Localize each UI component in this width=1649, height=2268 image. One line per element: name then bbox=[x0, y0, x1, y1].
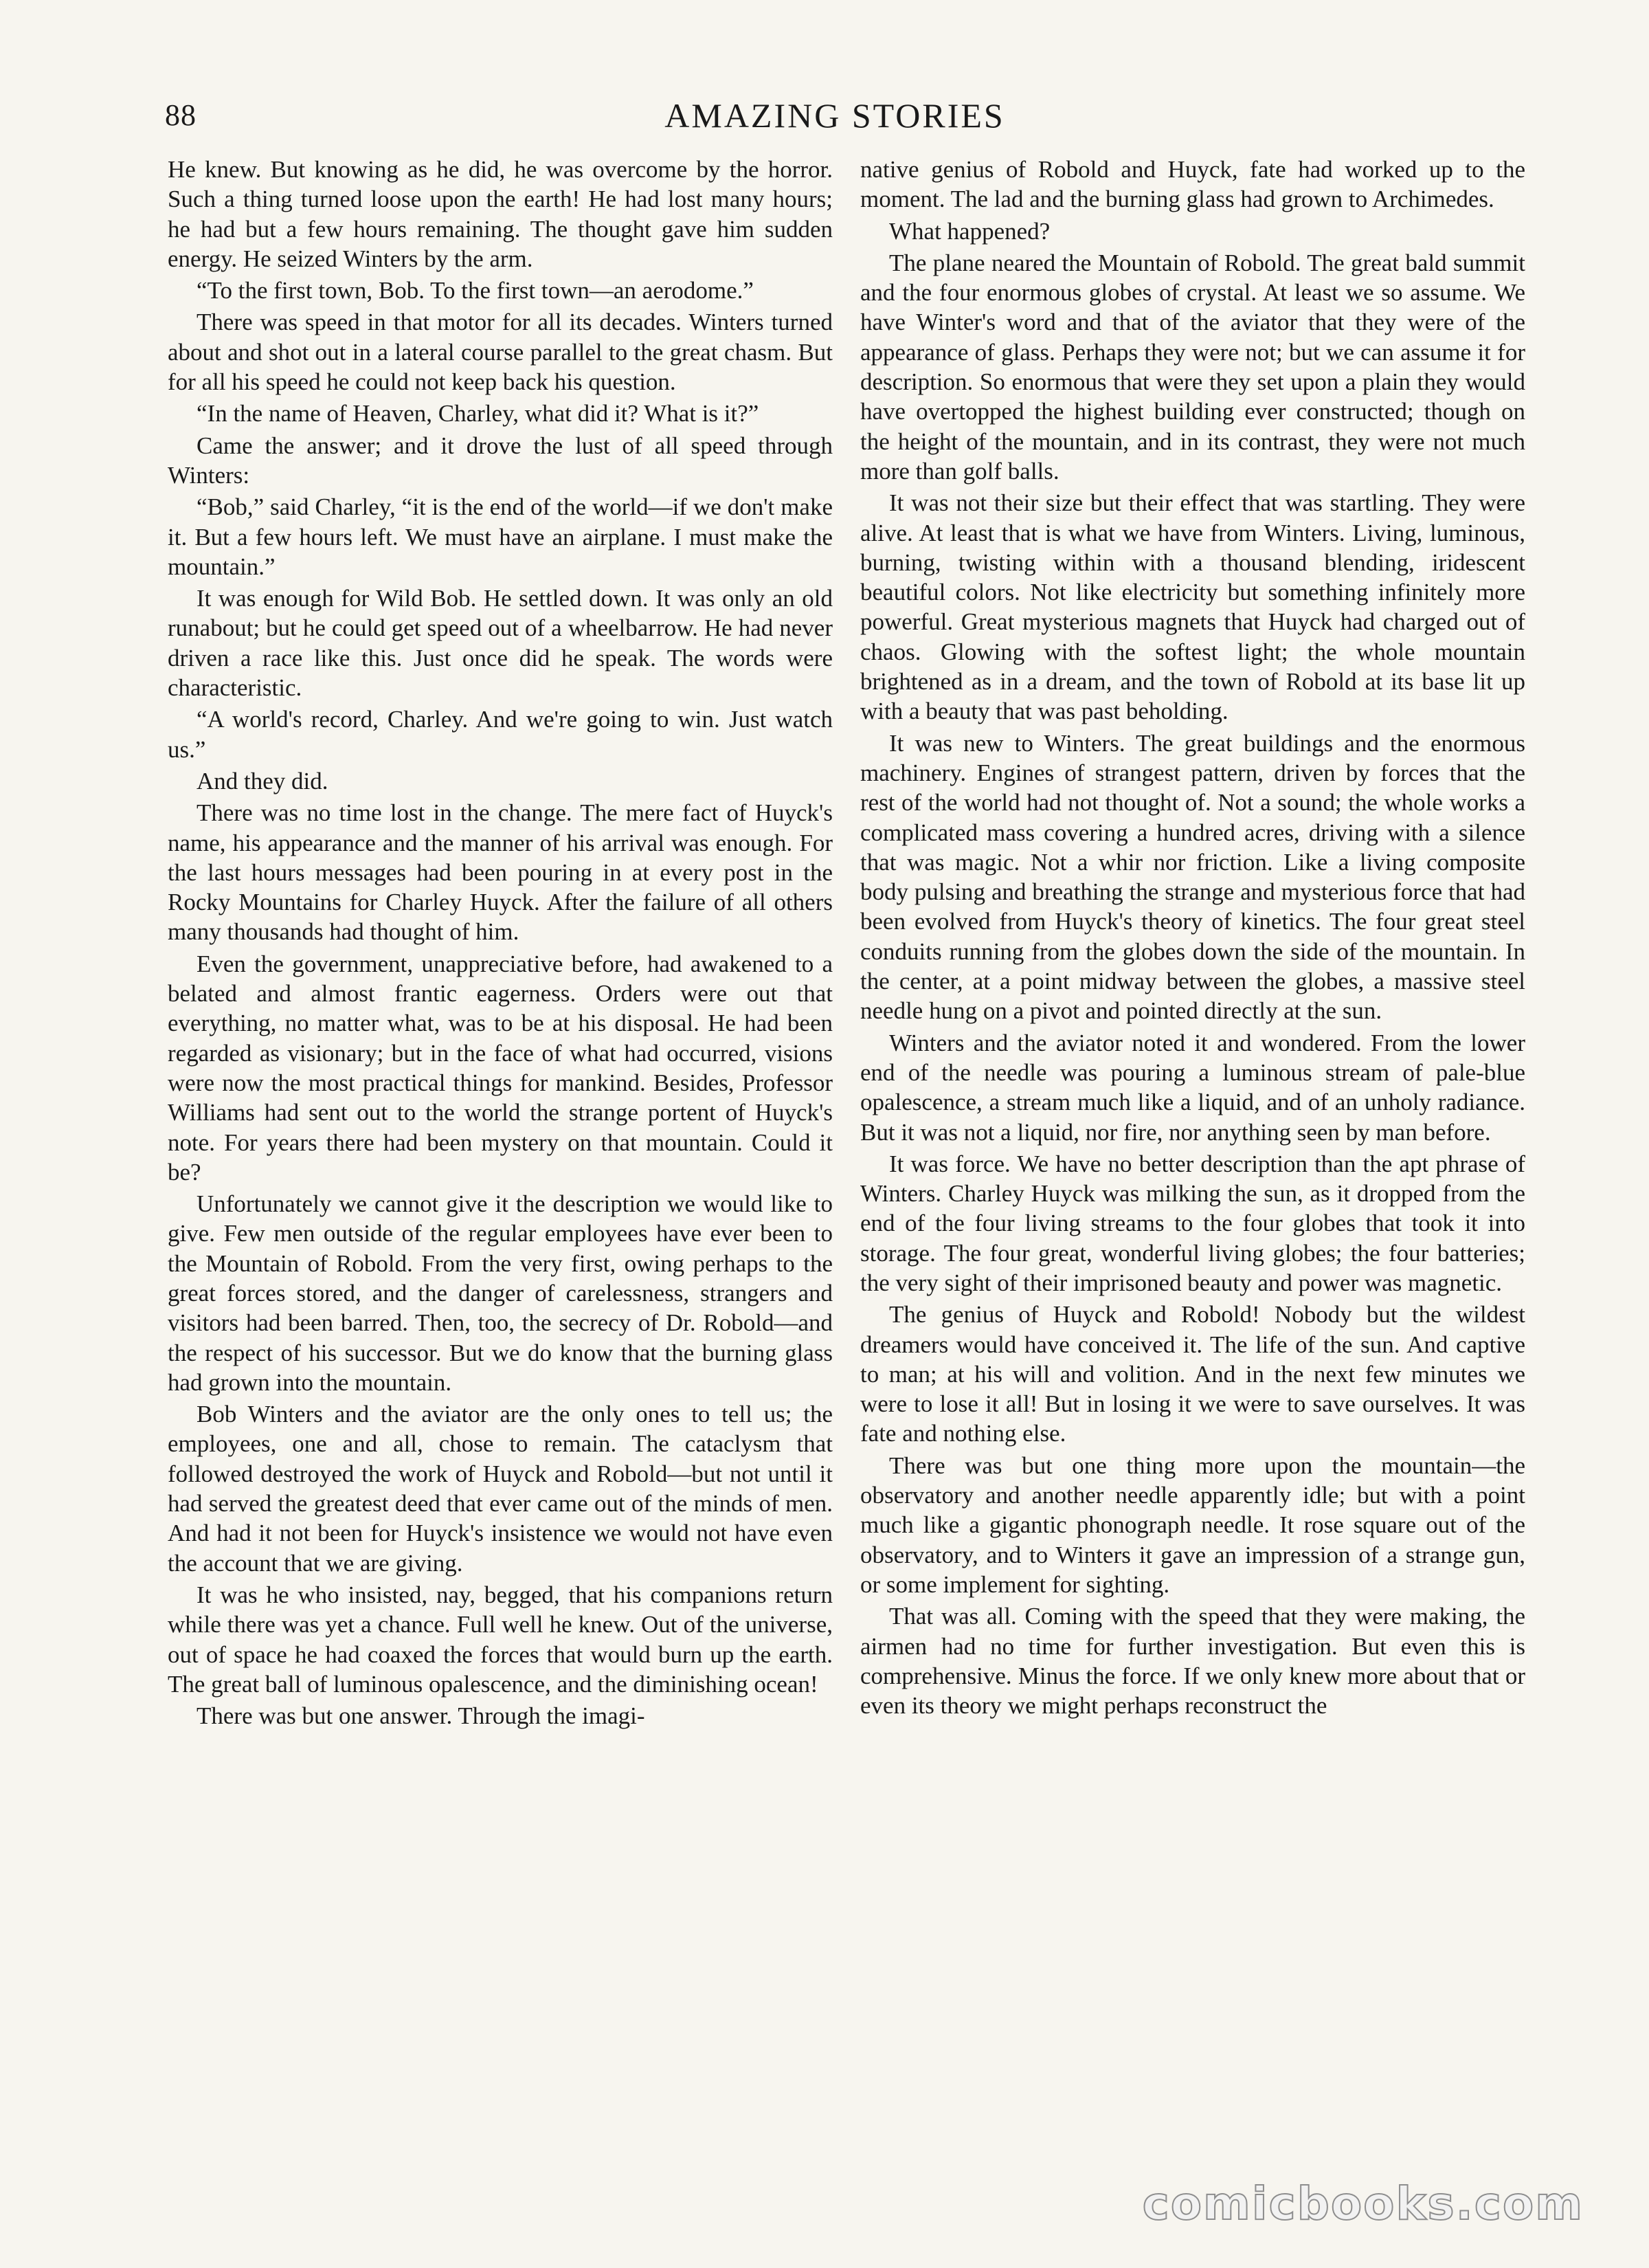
paragraph: It was new to Winters. The great buildings and the enormous machinery. Engines of strangest pattern, driven by forces that the rest of the world had not thought of. Not a sound; the whole works a complicated mass covering a hundred acres, driving with a silence that was magic. Not a whir nor friction. Like a living composite body pulsing and breathing the strange and mysterious force that had been evolved from Huyck's theory of kinetics. The four great steel conduits running from the globes down the side of the mountain. In the center, at a point midway between the globes, a massive steel needle hung on a pivot and pointed directly at the sun. bbox=[860, 729, 1525, 1025]
paragraph: native genius of Robold and Huyck, fate had worked up to the moment. The lad and the burning glass had grown to Archimedes. bbox=[860, 156, 1525, 213]
paragraph: “In the name of Heaven, Charley, what did it? What is it?” bbox=[197, 400, 759, 427]
site-watermark: comicbooks.com bbox=[1142, 2177, 1584, 2230]
paragraph: Even the government, unappreciative before, had awakened to a belated and almost frantic eagerness. Orders were out that everything, no matter what, was to be at his disposal. He had been regarded as visionary; but in the face of what had occurred, visions were now the most practical things for mankind. Besides, Professor Williams had sent out to the world the strange portent of Huyck's note. For years there had been mystery on that mountain. Could it be? bbox=[168, 950, 833, 1186]
paragraph: And they did. bbox=[197, 767, 328, 794]
paragraph: Came the answer; and it drove the lust of all speed through Winters: bbox=[168, 432, 833, 489]
page-header bbox=[165, 95, 1505, 136]
paragraph: There was but one answer. Through the imagi- bbox=[197, 1702, 645, 1730]
paragraph: “To the first town, Bob. To the first town—an aerodome.” bbox=[197, 277, 754, 304]
paragraph: It was not their size but their effect that was startling. They were alive. At least that is what we have from Winters. Living, luminous, burning, twisting within with a thousand blending, iridescent beautiful colors. Not like electricity but something infinitely more powerful. Great mysterious magnets that Huyck had charged out of chaos. Glowing with the softest light; the whole mountain brightened as in a dream, and the town of Robold at its base lit up with a beauty that was past beholding. bbox=[860, 489, 1525, 725]
paragraph: It was he who insisted, nay, begged, that his companions return while there was yet a chance. Full well he knew. Out of the universe, out of space he had coaxed the forces that would burn up the earth. The great ball of luminous opalescence, and the diminishing ocean! bbox=[168, 1581, 833, 1698]
paragraph: Unfortunately we cannot give it the description we would like to give. Few men outside of the regular employees have ever been to the Mountain of Robold. From the very first, owing perhaps to the great forces stored, and the danger of carelessness, strangers and visitors had been barred. Then, too, the secrecy of Dr. Robold—and the respect of his successor. But we do know that the burning glass had grown into the mountain. bbox=[168, 1190, 833, 1396]
paragraph: That was all. Coming with the speed that they were making, the airmen had no time for further investigation. But even this is comprehensive. Minus the force. If we only knew more about that or even its theory we might perhaps reconstruct the bbox=[860, 1603, 1525, 1720]
paragraph: The genius of Huyck and Robold! Nobody but the wildest dreamers would have conceived it. The life of the sun. And captive to man; at his will and volition. And in the next few minutes we were to lose it all! But in losing it we were to save ourselves. It was fate and nothing else. bbox=[860, 1301, 1525, 1447]
paragraph: “Bob,” said Charley, “it is the end of the world—if we don't make it. But a few hours left. We must have an airplane. I must make the mountain.” bbox=[168, 493, 833, 580]
right-column bbox=[860, 155, 1525, 1722]
paragraph: He knew. But knowing as he did, he was overcome by the horror. Such a thing turned loose upon the earth! He had lost many hours; he had but a few hours remaining. The thought gave him sudden energy. He seized Winters by the arm. bbox=[168, 156, 833, 272]
paragraph: The plane neared the Mountain of Robold. The great bald summit and the four enormous globes of crystal. At least we so assume. We have Winter's word and that of the aviator that they were of the appearance of glass. Perhaps they were not; but we can assume it for description. So enormous that were they set upon a plain they would have overtopped the highest building ever constructed; though on the height of the mountain, and in its contrast, they were not much more than golf balls. bbox=[860, 249, 1525, 485]
paragraph: There was but one thing more upon the mountain—the observatory and another needle apparently idle; but with a point much like a gigantic phonograph needle. It rose square out of the observatory, and to Winters it gave an impression of a strange gun, or some implement for sighting. bbox=[860, 1452, 1525, 1598]
paragraph: Bob Winters and the aviator are the only ones to tell us; the employees, one and all, chose to remain. The cataclysm that followed destroyed the work of Huyck and Robold—but not until it had served the greatest deed that ever came out of the minds of men. And had it not been for Huyck's insistence we would not have even the account that we are giving. bbox=[168, 1401, 833, 1577]
paragraph: Winters and the aviator noted it and wondered. From the lower end of the needle was pouring a luminous stream of pale-blue opalescence, a stream much like a liquid, and of an unholy radiance. But it was not a liquid, nor fire, nor anything seen by man before. bbox=[860, 1029, 1525, 1146]
paragraph: What happened? bbox=[889, 217, 1051, 245]
paragraph: It was force. We have no better description than the apt phrase of Winters. Charley Huyck was milking the sun, as it dropped from the end of the four living streams to the four globes that took it into storage. The four great, wonderful living globes; the four batteries; the very sight of their imprisoned beauty and power was magnetic. bbox=[860, 1150, 1525, 1296]
paragraph: There was speed in that motor for all its decades. Winters turned about and shot out in a lateral course parallel to the great chasm. But for all his speed he could not keep back his question. bbox=[168, 309, 833, 396]
running-title: AMAZING STORIES bbox=[664, 96, 1005, 135]
paragraph: It was enough for Wild Bob. He settled down. It was only an old runabout; but he could get speed out of a wheelbarrow. He had never driven a race like this. Just once did he speak. The words were characteristic. bbox=[168, 585, 833, 702]
paragraph: “A world's record, Charley. And we're going to win. Just watch us.” bbox=[168, 706, 833, 763]
page-number: 88 bbox=[165, 98, 197, 132]
paragraph: There was no time lost in the change. The mere fact of Huyck's name, his appearance and the manner of his arrival was enough. For the last hours messages had been pouring in at every post in the Rocky Mountains for Charley Huyck. After the failure of all others many thousands had thought of him. bbox=[168, 799, 833, 946]
left-column bbox=[168, 155, 833, 1733]
